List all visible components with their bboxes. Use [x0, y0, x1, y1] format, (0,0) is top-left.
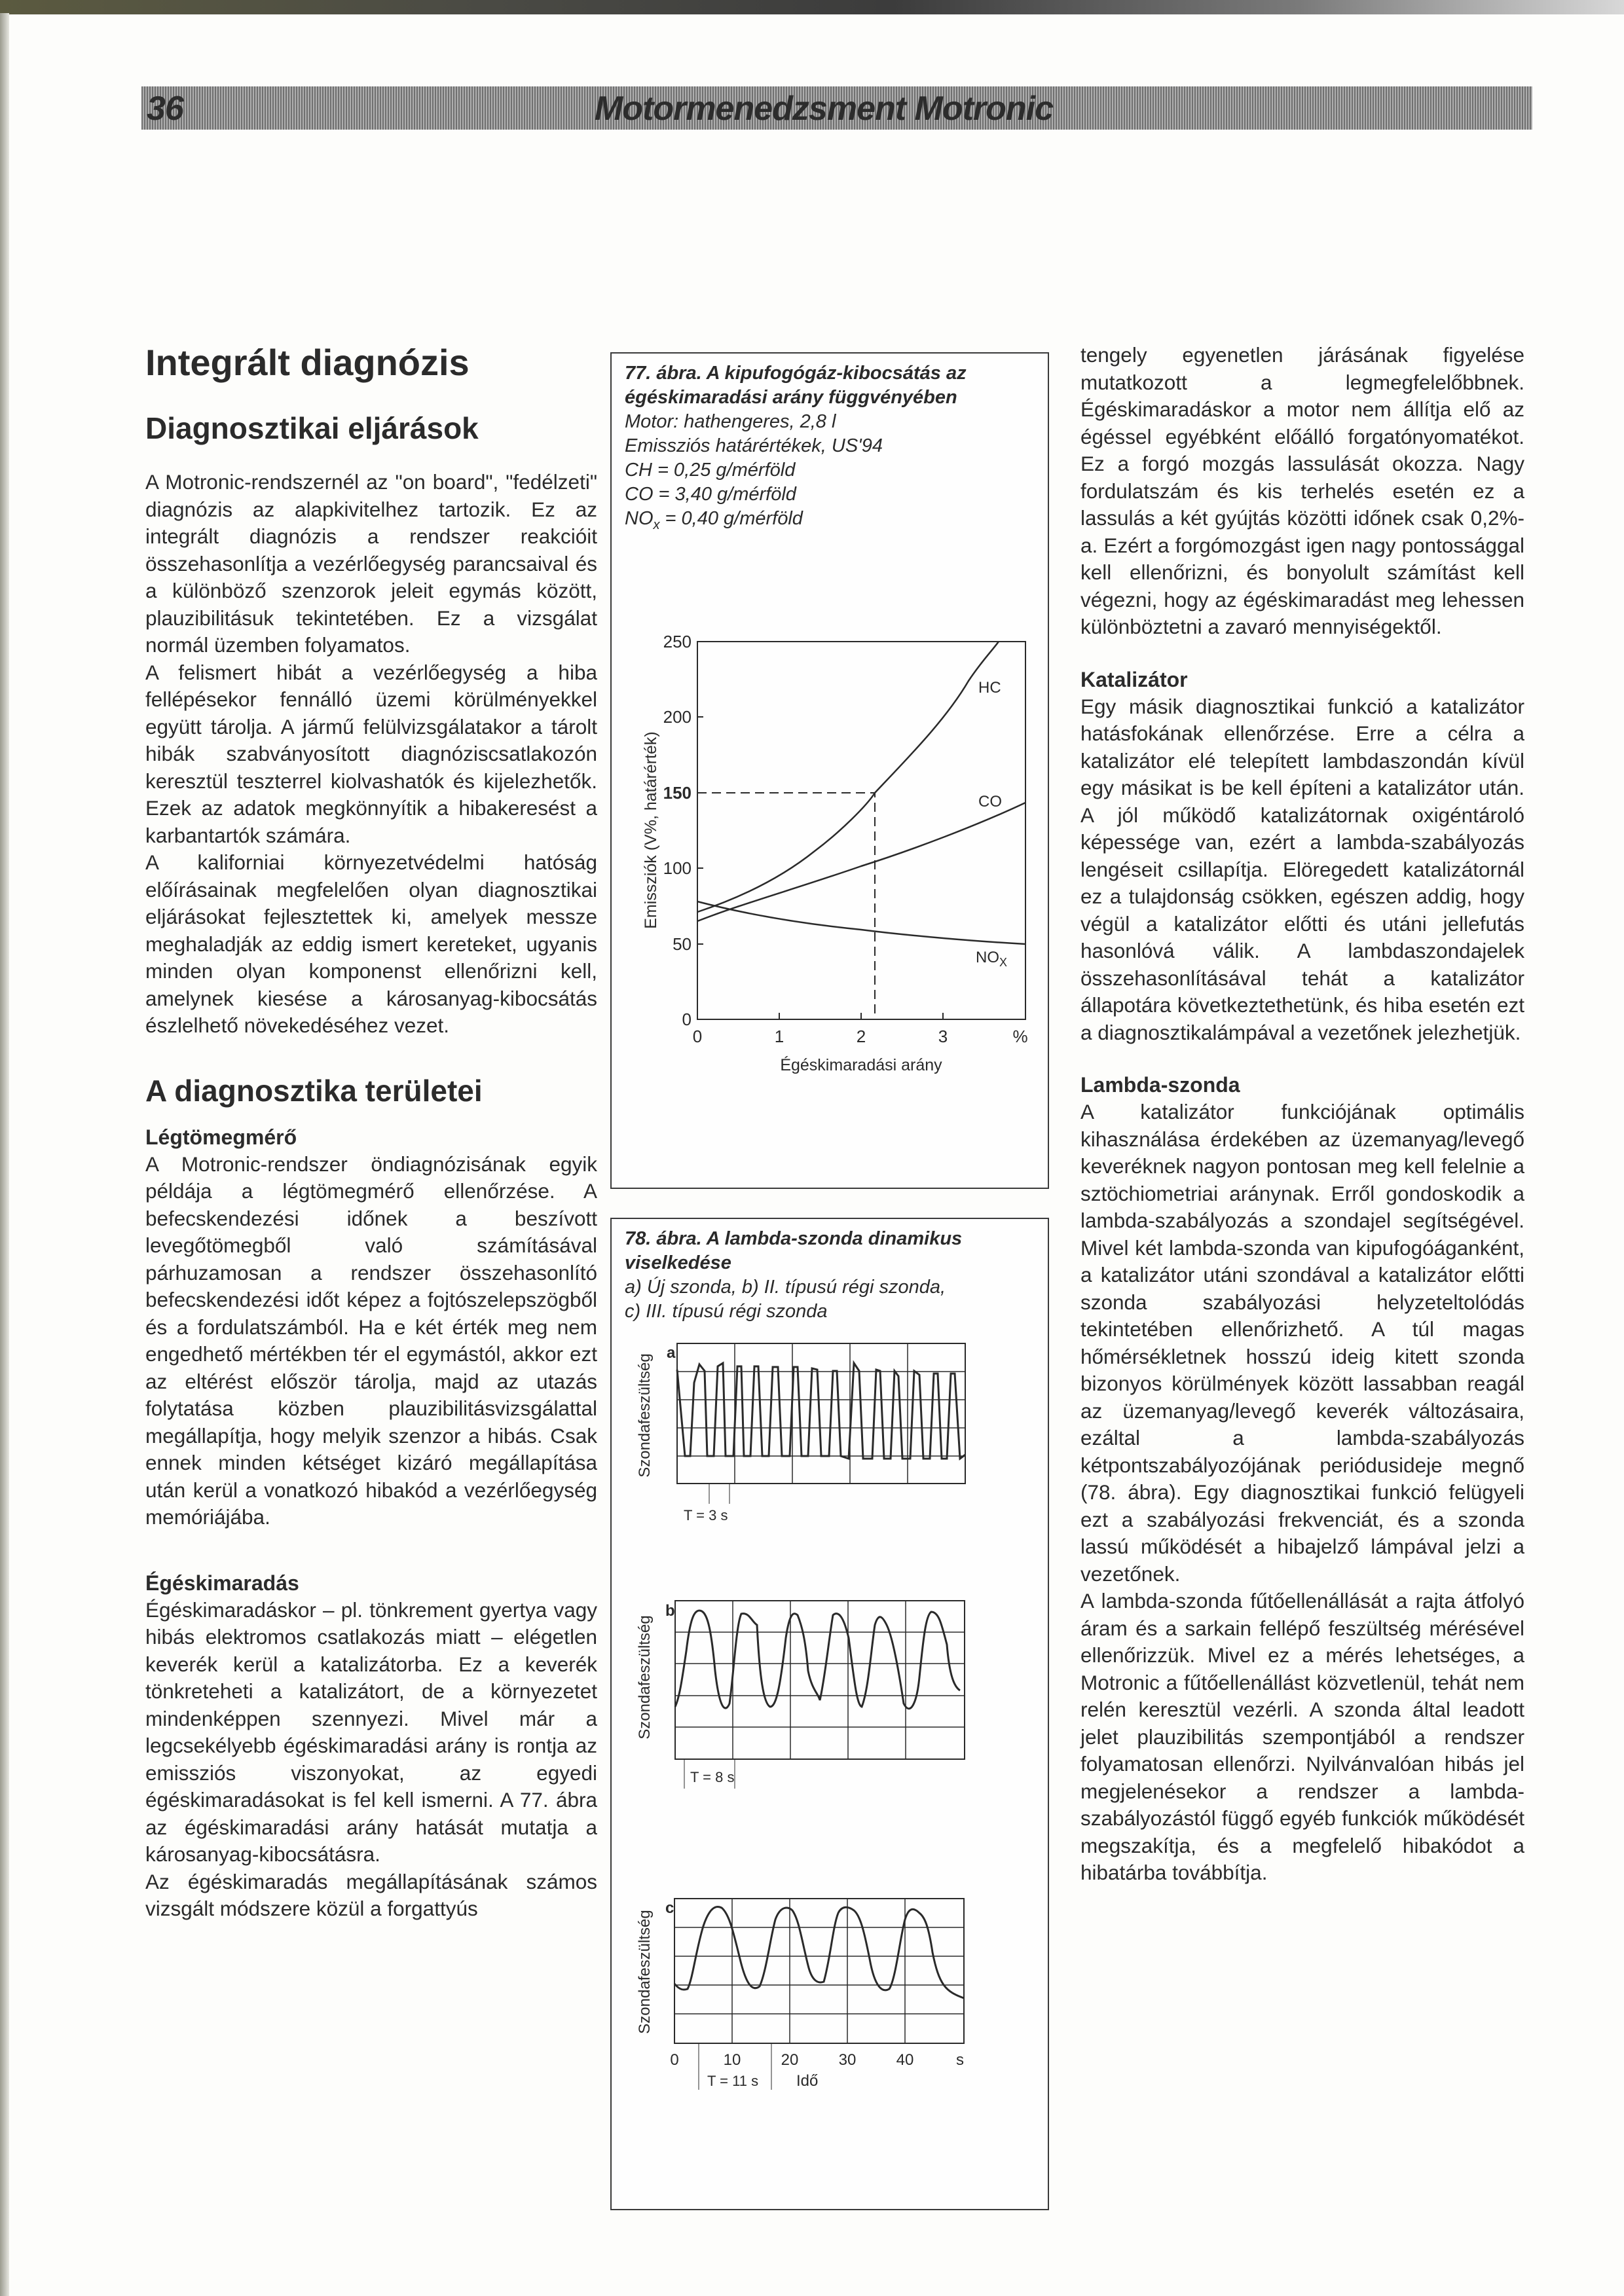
page-title: Integrált diagnózis	[145, 342, 470, 383]
caption-line: CH = 0,25 g/mérföld	[625, 460, 796, 481]
caption-line: CO = 3,40 g/mérföld	[625, 484, 796, 505]
scan-edge-top	[0, 0, 1624, 14]
caption-line: Emissziós határértékek, US'94	[625, 435, 883, 456]
paragraph: A felismert hibát a vezérlőegység a hiba fellépésekor fennálló üzemi körülményekkel együtt tárolja. A jármű felülvizsgálatakor a tárolt hibák szabványosított diagnóziscsatlakozón keresztül teszterrel kiolvashatók és kijelezhetők. Ezek az adatok megkönnyítik a hibakeresést a karbantartók számára.	[145, 660, 597, 847]
svg-text:50: 50	[673, 934, 692, 954]
panel-label: c	[665, 1899, 674, 1917]
subsection-title: Diagnosztikai eljárások	[145, 411, 479, 445]
paragraph: A Motronic-rendszernél az "on board", "fedélzeti" diagnózis az alapkivitelhez tartozik. Ez az integrált diagnózis a rendszer reakcióit összehasonlítja a vezérlőegység parancsaival és a különböző szenzorok jeleit egymás között, plauzibilitásuk tekintetében. Ez a vizsgálat normál üzemben folyamatos.	[145, 470, 597, 657]
emissions-chart	[612, 354, 1048, 1188]
running-title: Motormenedzsment Motronic	[594, 90, 1054, 128]
x-tick: 0	[670, 2051, 679, 2069]
caption-line: c) III. típusú régi szonda	[625, 1301, 828, 1322]
svg-text:CO: CO	[978, 793, 1002, 811]
page-number: 36	[147, 90, 183, 128]
panel-a	[636, 1343, 965, 1523]
figure-caption-title: 78. ábra. A lambda-szonda dinamikus viselkedése	[625, 1228, 963, 1273]
svg-text:%: %	[1012, 1027, 1028, 1046]
figure-78	[610, 1218, 1049, 2210]
paragraph: A lambda-szonda fűtőellenállását a rajta átfolyó áram és a sarkain fellépő feszültség mérésével ellenőrizzük. Mivel ez a mérés lehetséges, a Motronic a fűtőellenállást közvetlenül, tehát nem relén keresztül vezérli. A szonda által leadott jelet plauzibilitás szempontjából a rendszer folyamatosan ellenőrzi. Nyilvánvalóan hibás jel megjelenésekor a rendszer a lambda-szabályozástól függő egyéb funkciók működését megszakítja, és a megfelelő hibakódot a hibatárba továbbítja.	[1080, 1589, 1524, 1884]
svg-text:0: 0	[682, 1010, 692, 1029]
svg-text:250: 250	[663, 632, 692, 651]
x-axis-label: Idő	[796, 2072, 819, 2090]
panel-b	[636, 1601, 965, 1789]
caption-line: $NO_x = 0,40$ g/mérföld	[625, 508, 803, 532]
x-tick: 10	[723, 2051, 741, 2069]
svg-text:1: 1	[774, 1027, 784, 1046]
paragraph-heading: Égéskimaradás	[145, 1571, 299, 1595]
x-tick: 30	[838, 2051, 857, 2069]
paragraph: Az égéskimaradás megállapításának számos vizsgált módszere közül a forgattyús	[145, 1869, 597, 1920]
paragraph: A kaliforniai környezetvédelmi hatóság előírásainak megfelelően olyan diagnosztikai eljárásokat fejlesztettek ki, amelyek messze meghaladják az eddig ismert kereteket, ugyanis minden olyan komponenst ellenőrizni kell, amelynek kiesése a károsanyag-kibocsátás észlelhető növekedéséhez vezet.	[145, 850, 597, 1037]
caption-line: Motor: hathengeres, 2,8 l	[625, 411, 836, 432]
scan-edge-left	[0, 13, 9, 2296]
svg-text:150: 150	[663, 783, 692, 803]
panel-label: a	[667, 1344, 676, 1362]
y-axis-label: Szondafeszültség	[636, 1910, 654, 2034]
period-label: T = 3 s	[684, 1507, 728, 1523]
left-column	[145, 340, 597, 1923]
paragraph-heading: Lambda-szonda	[1080, 1073, 1240, 1097]
x-tick: 20	[781, 2051, 799, 2069]
x-tick: s	[956, 2051, 964, 2069]
period-label: T = 11 s	[707, 2073, 759, 2089]
lambda-probe-charts	[612, 1219, 1048, 2209]
svg-text:0: 0	[692, 1027, 703, 1046]
paragraph: A Motronic-rendszer öndiagnózisának egyik példája a légtömegmérő ellenőrzése. A befecskendezési időnek a beszívott levegőtömegből való számításával párhuzamosan a rendszer összehasonlító befecskendezési időt képez a fojtószelepszögből és a fordulatszámból. Ha e két érték meg nem engedhető mértékben tér el egymástól, akkor ezt az eltérést először tárolja, majd az utazás folytatása közben plauzibilitásvizsgálattal megállapítja, hogy melyik szenzor a hibás. Csak ennek minden kétséget kizáró megállapítása után kerül a vonatkozó hibakód a vezérlőegység memóriájába.	[145, 1152, 597, 1529]
svg-text:Emissziók (V%, határérték): Emissziók (V%, határérték)	[642, 731, 660, 929]
paragraph: tengely egyenetlen járásának figyelése mutatkozott a legmegfelelőbbnek. Égéskimaradáskor a motor nem állítja elő az égéssel egyébként előálló forgatónyomatékot. Ez a forgó mozgás lassulását okozza. Nagy fordulatszám és kis terhelés esetén ez a lassulás a két gyújtás közötti időnek csak 0,2%-a. Ezért a forgómozgást igen nagy pontossággal kell ellenőrizni, és bonyolult számítást kell végezni, hogy az égéskimaradást meg lehessen különböztetni a zavaró mennyiségektől.	[1080, 343, 1524, 638]
caption-line: a) Új szonda, b) II. típusú régi szonda,	[625, 1277, 946, 1298]
svg-text:HC: HC	[978, 679, 1001, 697]
paragraph-heading: Légtömegmérő	[145, 1125, 297, 1149]
y-axis-label: Szondafeszültség	[636, 1353, 654, 1478]
right-column	[1080, 342, 1524, 1887]
svg-text:2: 2	[856, 1027, 866, 1046]
svg-text:NOX: $NO_X$	[976, 949, 1008, 969]
figure-77	[610, 352, 1049, 1189]
paragraph: Égéskimaradáskor – pl. tönkrement gyertya vagy hibás elektromos csatlakozás miatt – elégetlen keverék kerül a katalizátorba. Ez a keverék tönkreteheti a katalizátort, de a környezetet mindenképpen szennyezi. Mivel már a legcsekélyebb égéskimaradási arány is rontja az emissziós viszonyokat, az egyedi égéskimaradásokat is fel kell ismerni. A 77. ábra az égéskimaradási arány hatását mutatja a károsanyag-kibocsátásra.	[145, 1597, 597, 1866]
x-tick: 40	[896, 2051, 914, 2069]
paragraph: Egy másik diagnosztikai funkció a katalizátor hatásfokának ellenőrzése. Erre a célra a katalizátor elé telepített lambdaszondán kívül egy másikat is be kell építeni a katalizátor után. A jól működő katalizátornak oxigéntároló képessége van, ezért a lambda-szabályozás lengéseit csillapítja. Elöregedett katalizátornál ez a tulajdonság csökken, egészen addig, hogy végül a katalizátor előtti és utáni jellefutás hasonlóvá válik. A lambdaszondajelek összehasonlításával tehát a katalizátor állapotára következtethetünk, és hiba esetén ezt a diagnosztikalámpával a vezetőnek jelezhetjük.	[1080, 694, 1524, 1044]
period-label: T = 8 s	[690, 1769, 735, 1785]
paragraph: A katalizátor funkciójának optimális kihasználása érdekében az üzemanyag/levegő keveréknek nagyon pontosan meg kell felelnie a sztöchiometriai aránynak. Erről gondoskodik a lambda-szabályozás a szondajel segítségével. Mivel két lambda-szonda van kipufogóáganként, a katalizátor utáni szondával a katalizátor előtti szonda szabályozási helyzeteltolódás tekintetében ellenőrizhető. A túl magas hőmérsékletnek hosszú ideig kitett szonda bizonyos körülmények között lassabban reagál az üzemanyag/levegő keverék változásaira, ezáltal a lambda-szabályozás kétpontszabályozójának periódusideje megnő (78. ábra). Egy diagnosztikai funkció felügyeli ezt a szabályozási frekvenciát, és a szonda lassú működését a hibajelző lámpával jelzi a vezetőnek.	[1080, 1100, 1524, 1586]
running-header	[141, 86, 1532, 130]
figure-caption-title: 77. ábra. A kipufogógáz-kibocsátás az égéskimaradási arány függvényében	[625, 363, 967, 408]
y-axis-label: Szondafeszültség	[636, 1615, 654, 1740]
paragraph-heading: Katalizátor	[1080, 667, 1188, 691]
panel-label: b	[665, 1602, 675, 1620]
panel-c	[636, 1899, 964, 2090]
svg-text:Égéskimaradási arány: Égéskimaradási arány	[780, 1056, 942, 1074]
svg-text:3: 3	[938, 1027, 948, 1046]
svg-text:100: 100	[663, 858, 692, 878]
svg-text:200: 200	[663, 707, 692, 727]
section-title: A diagnosztika területei	[145, 1073, 483, 1108]
